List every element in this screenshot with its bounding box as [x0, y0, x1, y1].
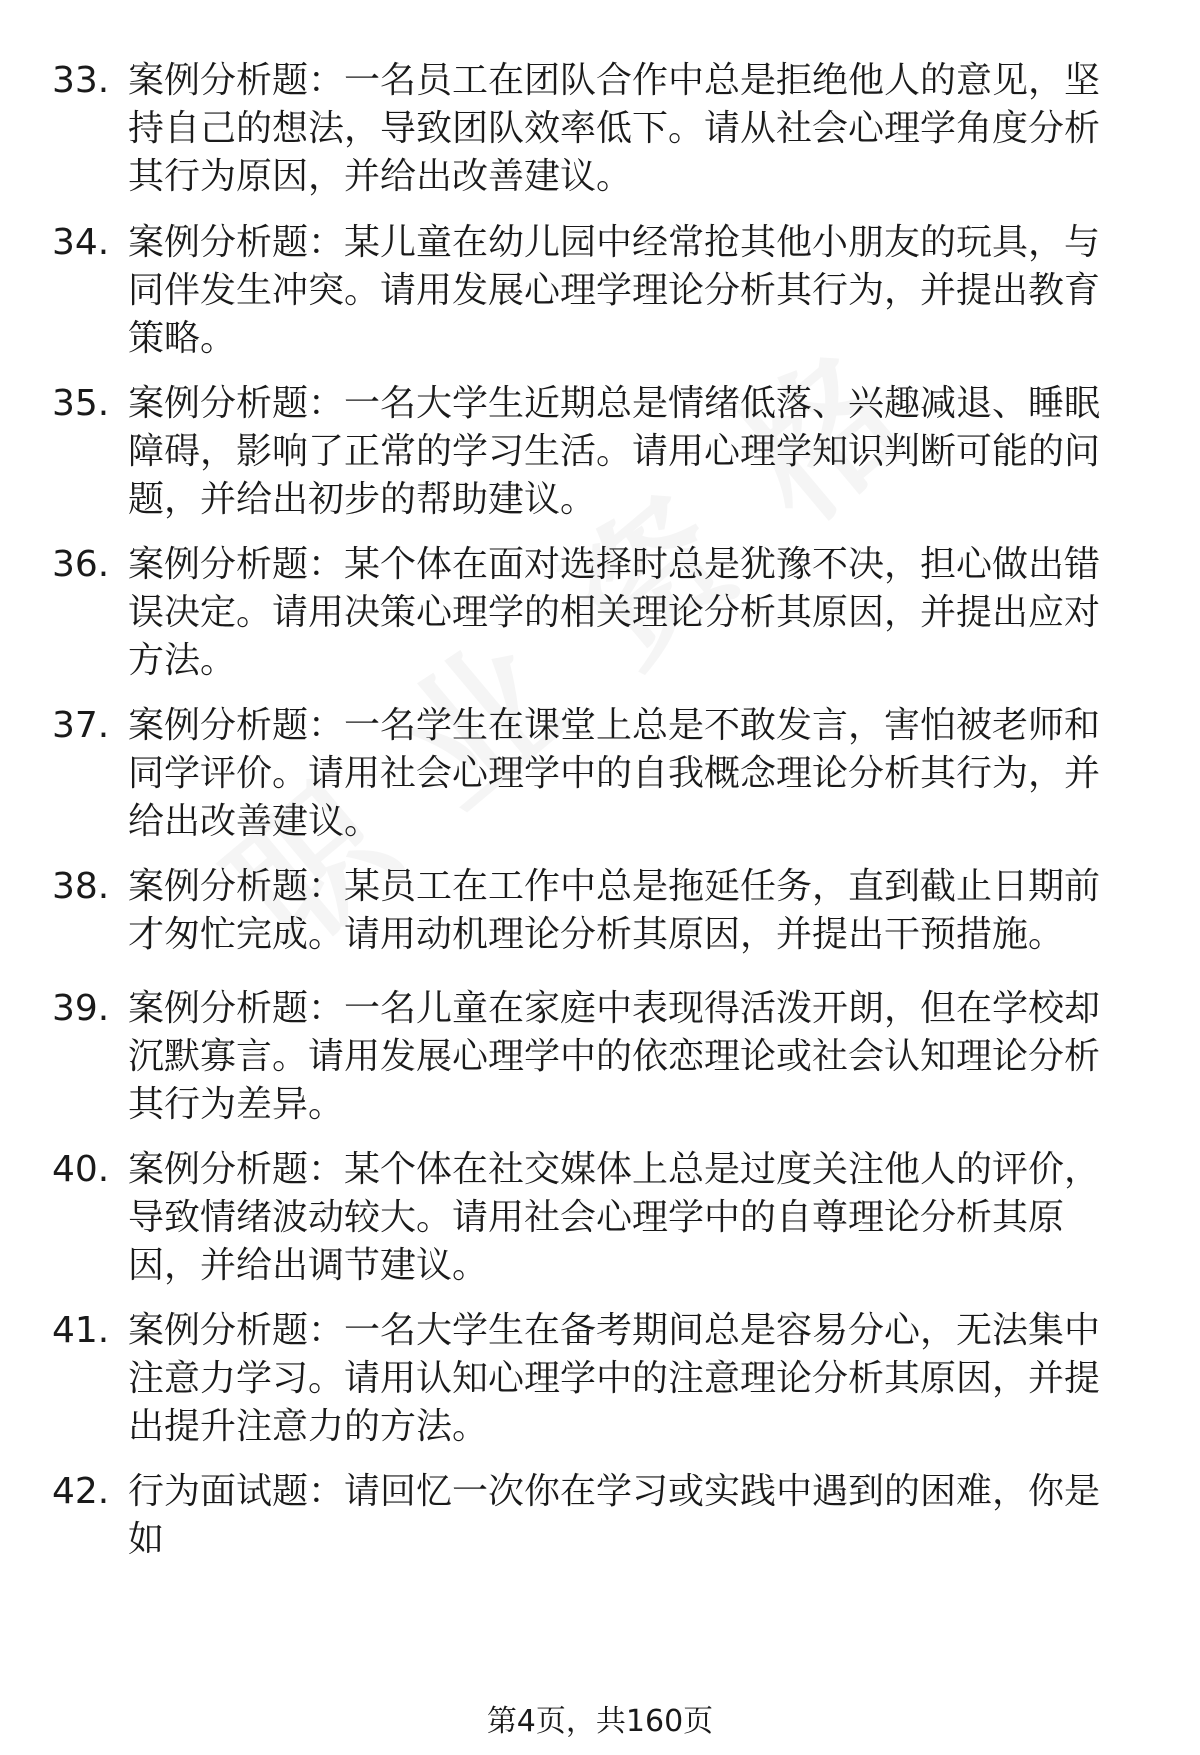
question-40: [52, 1146, 1152, 1296]
question-text: 案例分析题：一名大学生在备考期间总是容易分心，无法集中注意力学习。请用认知心理学中的注意理论分析其原因，并提出提升注意力的方法。: [128, 1310, 1101, 1447]
question-number: 38.: [52, 866, 110, 907]
question-36: [52, 541, 1152, 691]
question-number: 40.: [52, 1149, 110, 1190]
question-37: [52, 702, 1152, 852]
question-41: [52, 1307, 1152, 1457]
question-number: 42.: [52, 1471, 110, 1512]
question-number: 33.: [52, 60, 110, 101]
question-text: 案例分析题：一名学生在课堂上总是不敢发言，害怕被老师和同学评价。请用社会心理学中的自我概念理论分析其行为，并给出改善建议。: [128, 705, 1101, 842]
question-number: 34.: [52, 222, 110, 263]
question-number: 35.: [52, 383, 110, 424]
question-text: 案例分析题：某个体在社交媒体上总是过度关注他人的评价，导致情绪波动较大。请用社会心理学中的自尊理论分析其原因，并给出调节建议。: [128, 1149, 1101, 1286]
question-text: 案例分析题：某个体在面对选择时总是犹豫不决，担心做出错误决定。请用决策心理学的相关理论分析其原因，并提出应对方法。: [128, 544, 1101, 681]
question-text: 行为面试题：请回忆一次你在学习或实践中遇到的困难，你是如: [128, 1471, 1101, 1560]
question-text: 案例分析题：某员工在工作中总是拖延任务，直到截止日期前才匆忙完成。请用动机理论分析其原因，并提出干预措施。: [128, 866, 1101, 955]
question-text: 案例分析题：某儿童在幼儿园中经常抢其他小朋友的玩具，与同伴发生冲突。请用发展心理学理论分析其行为，并提出教育策略。: [128, 222, 1101, 359]
question-35: [52, 380, 1152, 530]
page-footer: 第4页，共160页: [486, 1704, 714, 1739]
question-text: 案例分析题：一名儿童在家庭中表现得活泼开朗，但在学校却沉默寡言。请用发展心理学中的依恋理论或社会认知理论分析其行为差异。: [128, 988, 1101, 1125]
question-number: 41.: [52, 1310, 110, 1351]
question-number: 36.: [52, 544, 110, 585]
question-39: [52, 985, 1152, 1135]
question-number: 39.: [52, 988, 110, 1029]
question-33: [52, 57, 1152, 207]
question-text: 案例分析题：一名员工在团队合作中总是拒绝他人的意见，坚持自己的想法，导致团队效率低下。请从社会心理学角度分析其行为原因，并给出改善建议。: [128, 60, 1101, 197]
question-34: [52, 219, 1152, 369]
question-42: [52, 1468, 1152, 1560]
question-number: 37.: [52, 705, 110, 746]
question-text: 案例分析题：一名大学生近期总是情绪低落、兴趣减退、睡眠障碍，影响了正常的学习生活。请用心理学知识判断可能的问题，并给出初步的帮助建议。: [128, 383, 1101, 520]
